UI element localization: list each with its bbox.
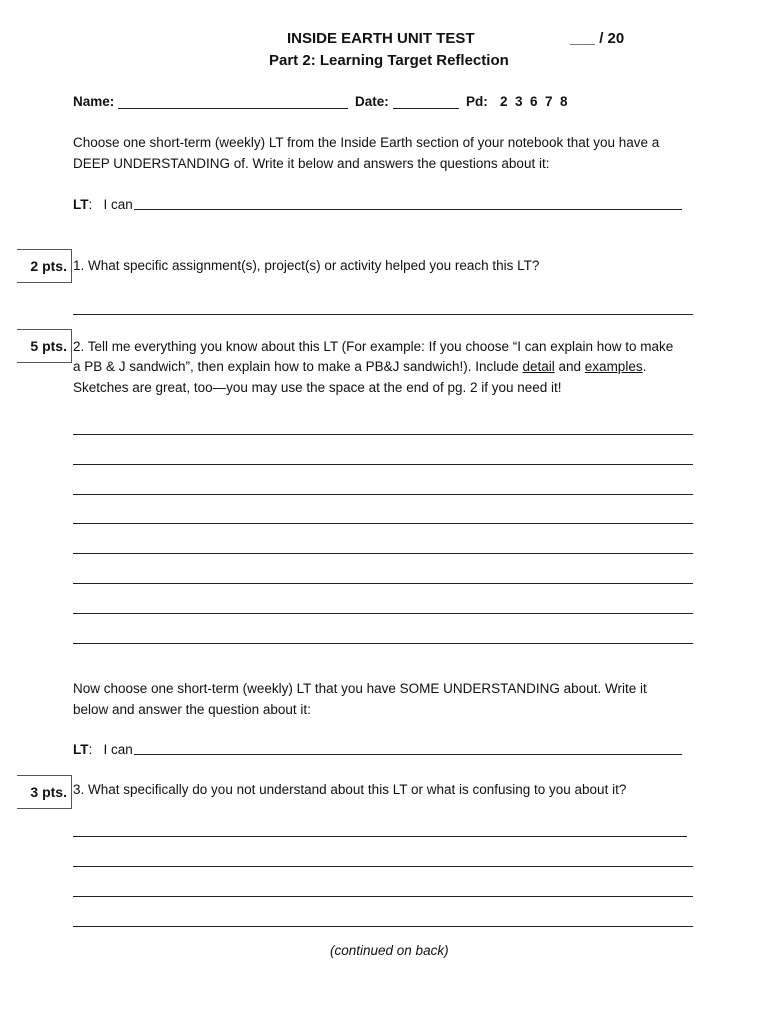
section2-instructions-line2: below and answer the question about it: — [73, 702, 311, 717]
continued-note: (continued on back) — [330, 943, 449, 958]
q2-answer-line[interactable] — [73, 434, 693, 435]
test-subtitle: Part 2: Learning Target Reflection — [269, 52, 509, 69]
q1-text: 1. What specific assignment(s), project(s) or activity helped you reach this LT? — [73, 258, 540, 273]
q2-answer-line[interactable] — [73, 583, 693, 584]
lt1-answer-line[interactable] — [134, 209, 682, 210]
q2-text-line3: Sketches are great, too—you may use the space at the end of pg. 2 if you need it! — [73, 380, 562, 395]
name-field[interactable] — [118, 108, 348, 109]
q2-and-text: and — [554, 359, 585, 374]
q1-points-box — [17, 249, 72, 283]
q2-points: 5 pts. — [30, 338, 67, 354]
lt1-row: LT: I can — [73, 197, 133, 212]
test-title: INSIDE EARTH UNIT TEST — [287, 30, 475, 47]
q2-text-line1: 2. Tell me everything you know about this LT (For example: If you choose “I can explain how to make — [73, 339, 674, 354]
period-options[interactable]: 2 3 6 7 8 — [500, 94, 568, 109]
section2-instructions-line1: Now choose one short-term (weekly) LT that you have SOME UNDERSTANDING about. Write it — [73, 681, 647, 696]
q3-points: 3 pts. — [30, 784, 67, 800]
q2-answer-line[interactable] — [73, 643, 693, 644]
q2-answer-line[interactable] — [73, 523, 693, 524]
q3-points-box — [17, 775, 72, 809]
q2-answer-line[interactable] — [73, 613, 693, 614]
date-label: Date: — [355, 94, 389, 109]
q3-answer-line[interactable] — [73, 836, 687, 837]
lt2-answer-line[interactable] — [134, 754, 682, 755]
q2-text-line2 — [73, 356, 646, 377]
q1-answer-line[interactable] — [73, 314, 693, 315]
q3-text: 3. What specifically do you not understand about this LT or what is confusing to you about it? — [73, 782, 627, 797]
q3-answer-line[interactable] — [73, 866, 693, 867]
q1-points: 2 pts. — [30, 258, 67, 274]
lt2-row: LT: I can — [73, 742, 133, 757]
q2-points-box — [17, 329, 72, 363]
lt1-label: LT — [73, 197, 89, 212]
q2-answer-line[interactable] — [73, 494, 693, 495]
q2-line2-text: a PB & J sandwich”, then explain how to make a PB&J sandwich!). Include — [73, 359, 523, 374]
date-field[interactable] — [393, 108, 459, 109]
q2-answer-line[interactable] — [73, 464, 693, 465]
q3-answer-line[interactable] — [73, 926, 693, 927]
examples-word: examples — [584, 359, 643, 374]
detail-word: detail — [522, 359, 555, 374]
lt1-prompt: I can — [103, 197, 133, 212]
score-field[interactable]: ___ / 20 — [570, 30, 625, 47]
name-label: Name: — [73, 94, 115, 109]
lt2-label: LT — [73, 742, 89, 757]
period-label: Pd: — [466, 94, 488, 109]
section1-instructions-line1: Choose one short-term (weekly) LT from the Inside Earth section of your notebook that you have a — [73, 135, 660, 150]
q2-answer-line[interactable] — [73, 553, 693, 554]
q3-answer-line[interactable] — [73, 896, 693, 897]
lt2-prompt: I can — [103, 742, 133, 757]
q2-end-text: . — [642, 359, 647, 374]
section1-instructions-line2: DEEP UNDERSTANDING of. Write it below and answers the questions about it: — [73, 156, 550, 171]
